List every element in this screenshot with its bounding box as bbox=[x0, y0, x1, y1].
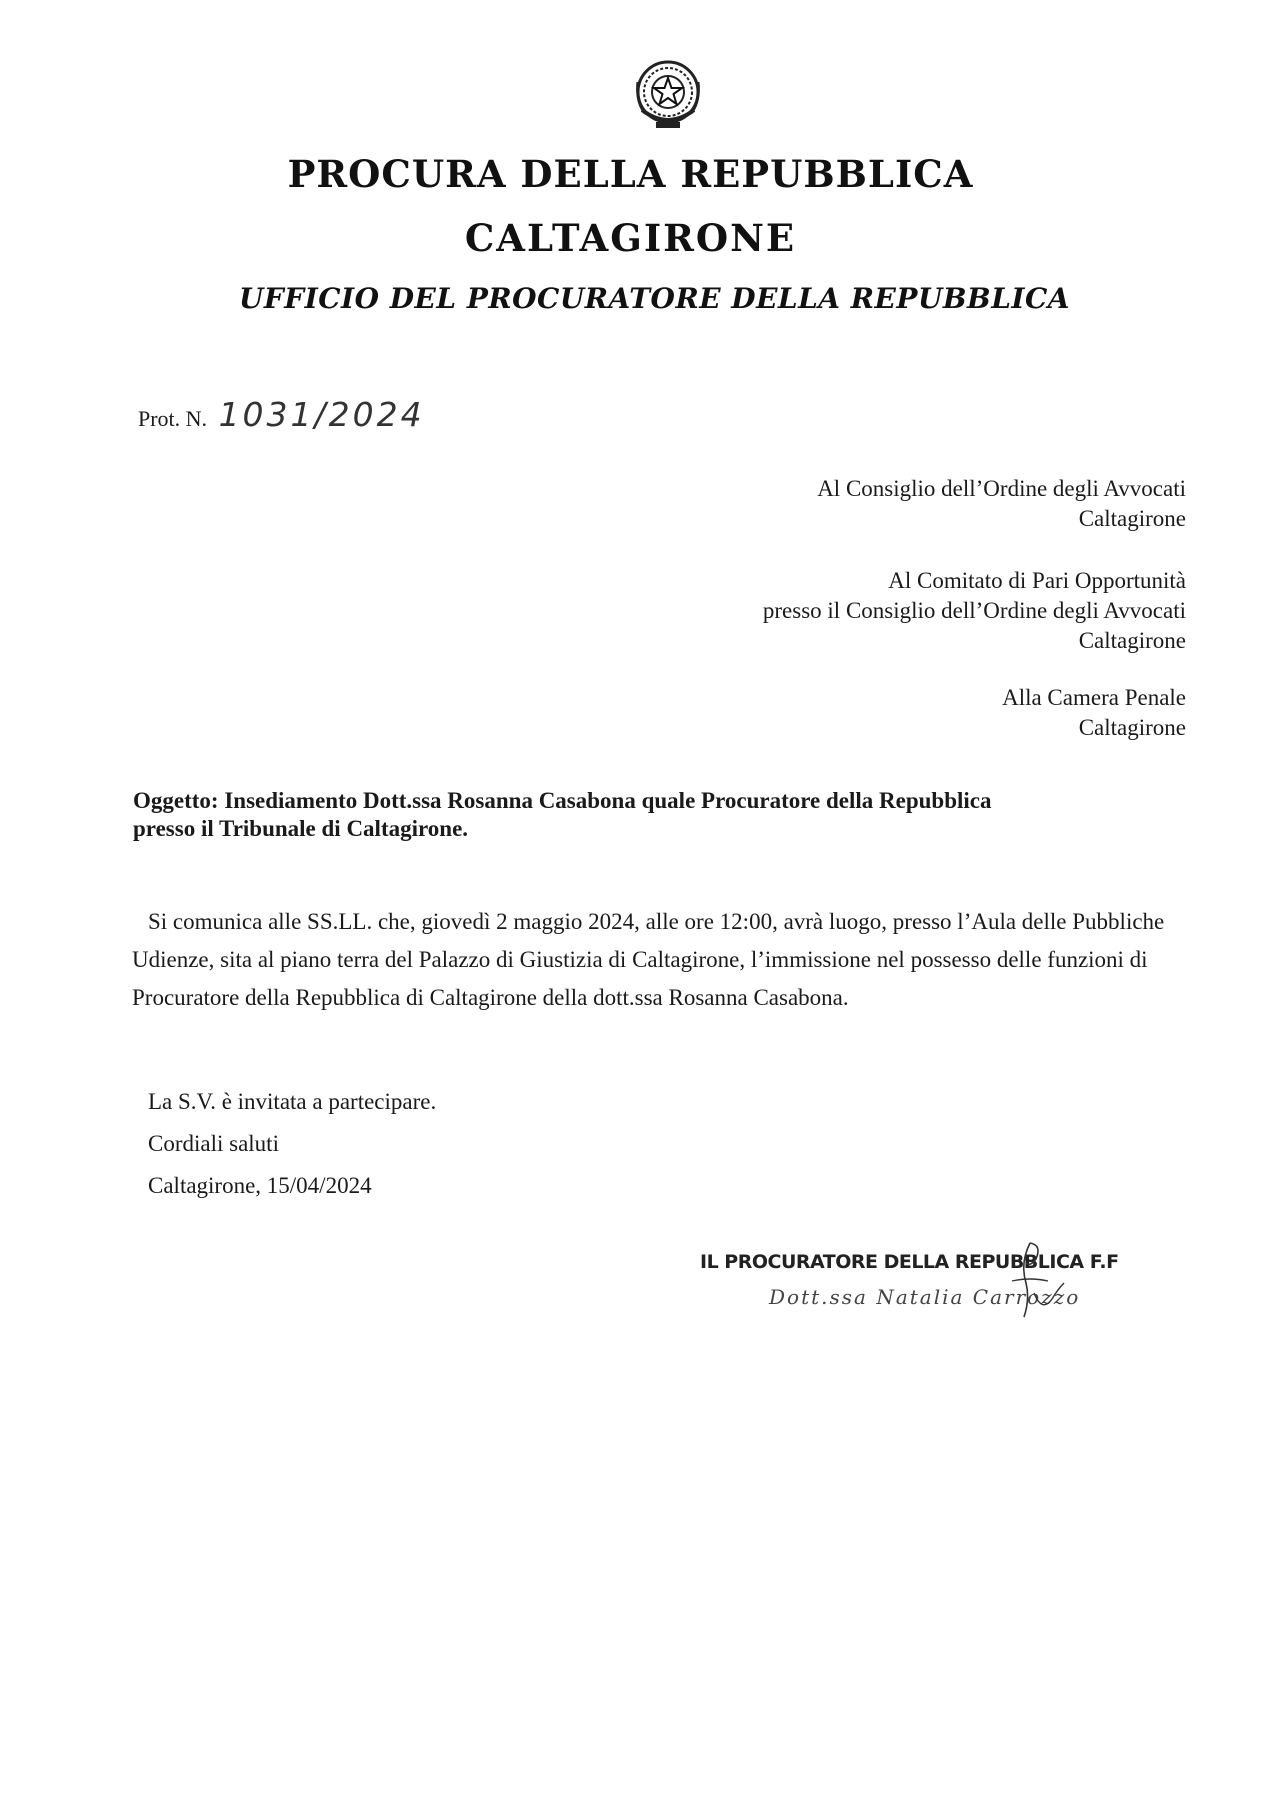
recipient-line: Al Consiglio dell’Ordine degli Avvocati bbox=[817, 476, 1186, 501]
subject bbox=[133, 787, 1143, 843]
protocol-label: Prot. N. bbox=[138, 406, 208, 431]
recipient-line: presso il Consiglio dell’Ordine degli Avvocati bbox=[762, 598, 1186, 623]
protocol-handwritten-number: 1031/2024 bbox=[218, 395, 425, 434]
letter-body bbox=[132, 903, 1182, 1017]
subject-line: Oggetto: Insediamento Dott.ssa Rosanna Casabona quale Procuratore della Repubblica bbox=[133, 788, 992, 813]
letterhead-city: CALTAGIRONE bbox=[464, 216, 797, 260]
recipient-block bbox=[763, 566, 1186, 656]
letterhead-title: PROCURA DELLA REPUBBLICA bbox=[287, 152, 974, 196]
place-date-line: Caltagirone, 15/04/2024 bbox=[148, 1173, 372, 1198]
recipient-line: Caltagirone bbox=[1078, 628, 1186, 653]
subject-line: presso il Tribunale di Caltagirone. bbox=[133, 816, 469, 841]
italian-republic-emblem-icon bbox=[628, 52, 708, 136]
letterhead-office: UFFICIO DEL PROCURATORE DELLA REPUBBLICA bbox=[238, 282, 1070, 315]
signer-name: Dott.ssa Natalia Carrozzo bbox=[769, 1285, 1081, 1309]
greeting-line: Cordiali saluti bbox=[148, 1131, 279, 1156]
signer-title: IL PROCURATORE DELLA REPUBBLICA F.F bbox=[700, 1251, 1119, 1273]
recipient-line: Alla Camera Penale bbox=[1002, 685, 1186, 710]
letter-closing bbox=[148, 1081, 436, 1207]
recipient-line: Al Comitato di Pari Opportunità bbox=[888, 568, 1186, 593]
body-paragraph: Si comunica alle SS.LL. che, giovedì 2 maggio 2024, alle ore 12:00, avrà luogo, presso l’Aula delle Pubbliche Udienze, sita al piano terra del Palazzo di Giustizia di Caltagirone, l’immissione nel possesso delle funzioni di Procuratore della Repubblica di Caltagirone della dott.ssa Rosanna Casabona. bbox=[132, 909, 1165, 1010]
recipient-line: Caltagirone bbox=[1078, 715, 1186, 740]
recipient-block bbox=[1002, 683, 1186, 743]
recipient-block bbox=[817, 474, 1186, 534]
handwritten-signature bbox=[990, 1233, 1080, 1323]
protocol-number bbox=[138, 395, 425, 434]
recipient-line: Caltagirone bbox=[1078, 506, 1186, 531]
invitation-line: La S.V. è invitata a partecipare. bbox=[148, 1089, 437, 1114]
